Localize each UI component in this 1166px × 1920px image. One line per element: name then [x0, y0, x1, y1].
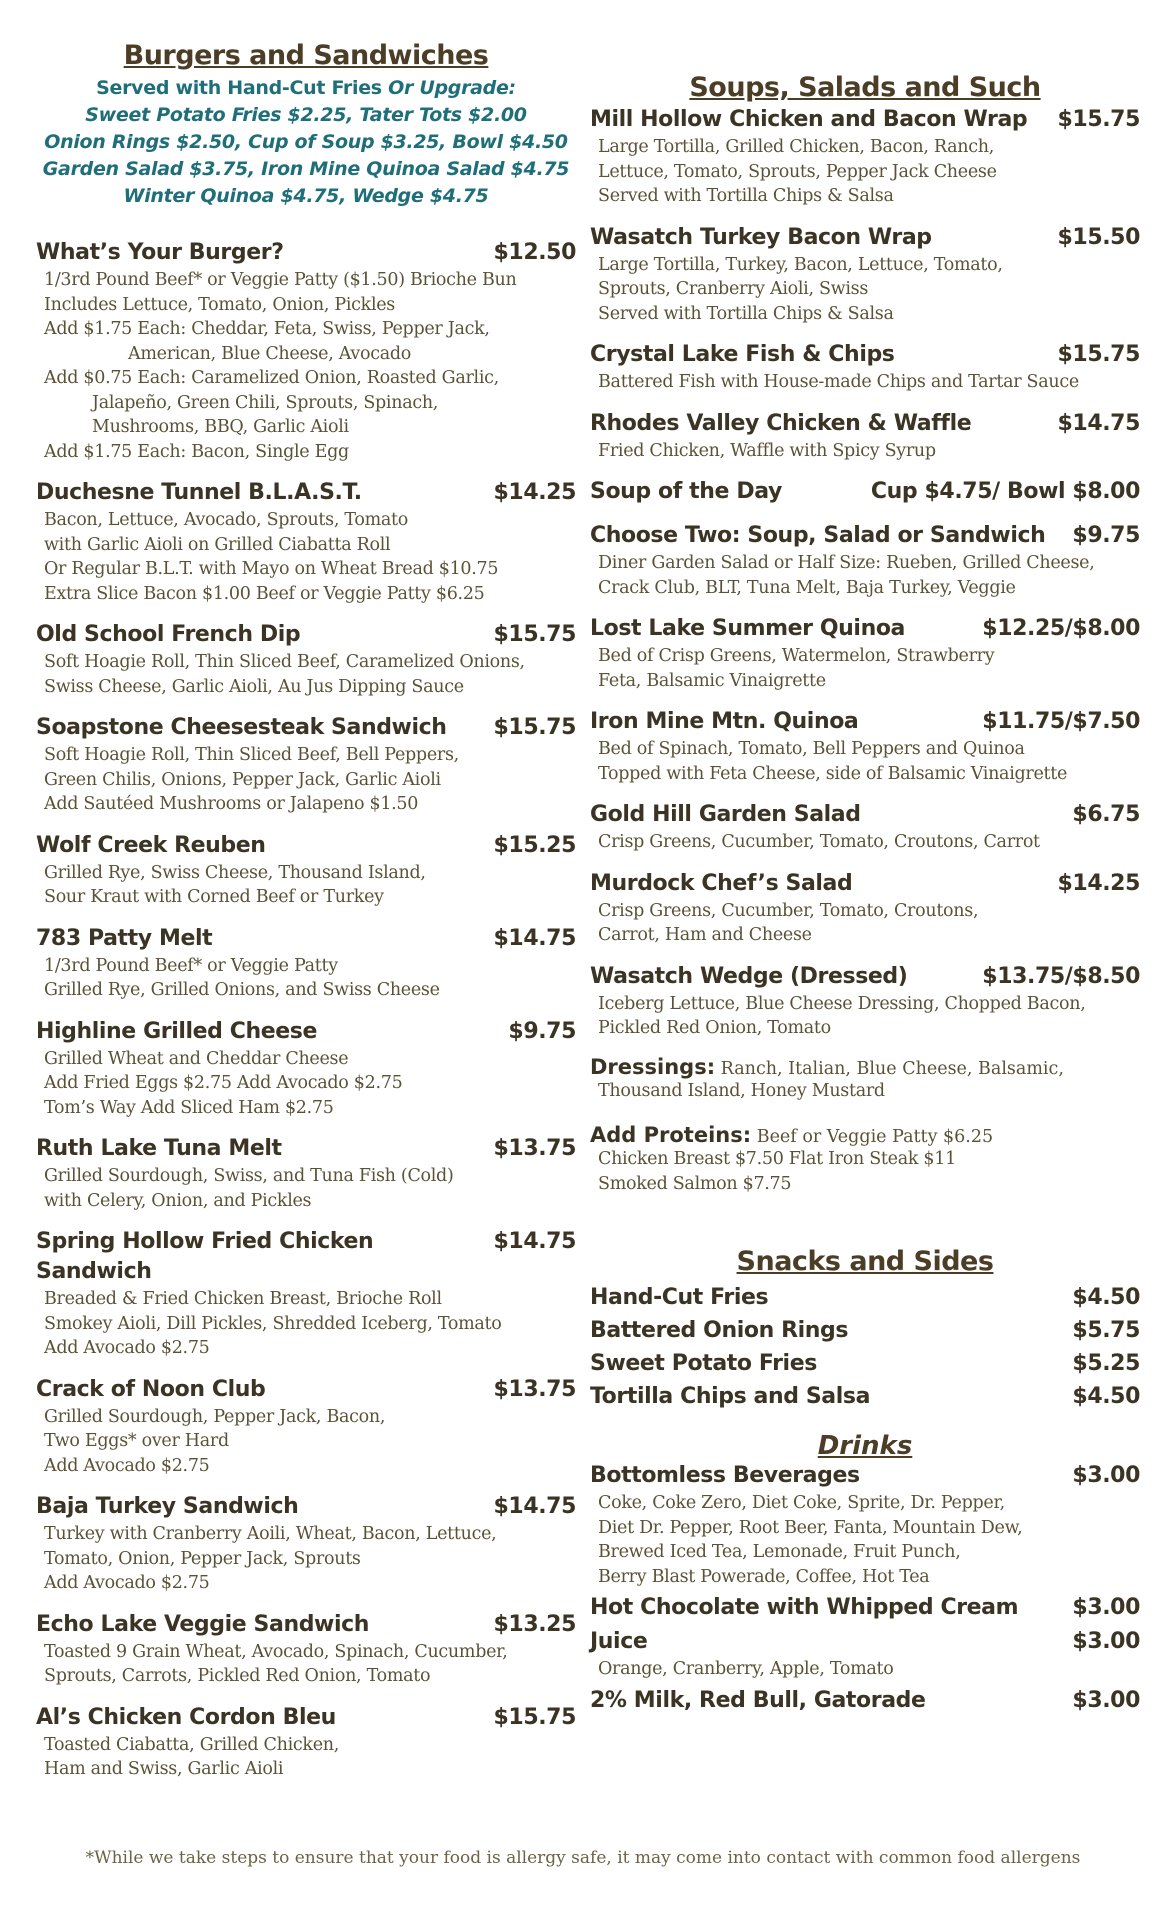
description-line: Soft Hoagie Roll, Thin Sliced Beef, Bell Peppers, [44, 745, 459, 765]
menu-item-price: $9.75 [1072, 523, 1140, 548]
menu-item-description [590, 992, 1140, 1041]
dressings-list: Ranch, Italian, Blue Cheese, Balsamic, [715, 1058, 1064, 1079]
menu-item-name: Old School French Dip [36, 622, 301, 647]
dressings-block [590, 1055, 1140, 1104]
burgers-list [36, 238, 576, 1782]
burgers-intro: Served with Hand-Cut Fries Or Upgrade: Sweet Potato Fries $2.25, Tater Tots $2.00 Onion Rings $2.50, Cup of Soup $3.25, Bowl $4.50 Garden Salad $3.75, Iron Mine Quinoa Salad $4.75 Winter Quinoa $4.75, Wedge $4.75 [42, 77, 570, 207]
description-line: Feta, Balsamic Vinaigrette [598, 670, 826, 691]
description-line: 1/3rd Pound Beef* or Veggie Patty ($1.50) Brioche Bun [44, 270, 517, 290]
menu-item-name: Wasatch Turkey Bacon Wrap [590, 224, 932, 250]
menu-item-row [590, 1627, 1140, 1657]
menu-item [590, 1593, 1140, 1623]
menu-item-price: $14.25 [1057, 870, 1140, 896]
menu-item [36, 1134, 576, 1213]
menu-item-name: Al’s Chicken Cordon Bleu [36, 1704, 336, 1730]
description-line: Extra Slice Bacon $1.00 Beef or Veggie Patty $6.25 [44, 583, 485, 604]
menu-item-description [36, 508, 576, 606]
menu-item-description [36, 1522, 576, 1596]
menu-item-row [36, 238, 576, 268]
menu-item-price: $15.50 [1057, 224, 1140, 250]
menu-item-price: $9.75 [508, 1018, 576, 1044]
menu-item-description [36, 1047, 576, 1121]
menu-item-name: Wasatch Wedge (Dressed) [590, 963, 908, 989]
description-line: Pickled Red Onion, Tomato [598, 1018, 831, 1038]
description-line: Sprouts, Carrots, Pickled Red Onion, Tomato [44, 1666, 431, 1686]
menu-item-price: $13.25 [493, 1611, 576, 1637]
menu-item [36, 924, 576, 1003]
description-line: Grilled Rye, Grilled Onions, and Swiss Cheese [44, 980, 440, 1000]
menu-item-row [36, 924, 576, 954]
menu-item-price: $14.75 [1057, 410, 1140, 436]
snack-item [590, 1380, 1140, 1413]
proteins-line3: Smoked Salmon $7.75 [598, 1173, 792, 1194]
description-line: Grilled Rye, Swiss Cheese, Thousand Island, [44, 862, 426, 883]
proteins-head: Add Proteins: [590, 1123, 752, 1147]
description-line: Bed of Spinach, Tomato, Bell Peppers and Quinoa [598, 739, 1025, 759]
menu-item-row [590, 707, 1140, 737]
description-line: Sour Kraut with Corned Beef or Turkey [44, 887, 384, 907]
description-line: Soft Hoagie Roll, Thin Sliced Beef, Caramelized Onions, [44, 652, 525, 672]
menu-item-row [36, 1134, 576, 1164]
menu-item-name: What’s Your Burger? [36, 240, 284, 265]
description-line: Fried Chicken, Waffle with Spicy Syrup [598, 440, 936, 461]
menu-item [590, 707, 1140, 786]
menu-item-price: $3.00 [1072, 1687, 1140, 1713]
description-line: Smokey Aioli, Dill Pickles, Shredded Iceberg, Tomato [44, 1313, 502, 1334]
menu-item-description [590, 1657, 1140, 1682]
menu-item-row [590, 869, 1140, 899]
menu-item-row [36, 1375, 576, 1405]
menu-item-price: $12.25/$8.00 [982, 616, 1140, 641]
description-line: Green Chilis, Onions, Pepper Jack, Garlic Aioli [44, 769, 441, 790]
menu-item [36, 238, 576, 464]
menu-item-description [36, 954, 576, 1003]
menu-item-name: Crystal Lake Fish & Chips [590, 342, 895, 367]
menu-item-name: Murdock Chef’s Salad [590, 870, 853, 896]
description-line: 1/3rd Pound Beef* or Veggie Patty [44, 955, 338, 976]
menu-item [36, 1375, 576, 1479]
description-line: Crisp Greens, Cucumber, Tomato, Croutons, Carrot [598, 832, 1040, 852]
allergy-disclaimer: *While we take steps to ensure that your food is allergy safe, it may come into contact with common food allergens [85, 1848, 1081, 1868]
snacks-section-title: Snacks and Sides [736, 1246, 994, 1277]
menu-item [590, 409, 1140, 464]
menu-item-description [590, 439, 1140, 464]
description-line: Or Regular B.L.T. with Mayo on Wheat Bread $10.75 [44, 559, 499, 579]
menu-item [590, 869, 1140, 948]
description-line: Add $0.75 Each: Caramelized Onion, Roasted Garlic, [44, 368, 499, 388]
right-column [590, 0, 1140, 1720]
menu-item-price: $14.75 [493, 925, 576, 951]
menu-item-name: Hot Chocolate with Whipped Cream [590, 1595, 1019, 1620]
menu-item-description [36, 650, 576, 699]
menu-item-description [36, 1287, 576, 1361]
menu-item-name: Mill Hollow Chicken and Bacon Wrap [590, 107, 1028, 132]
description-line: Swiss Cheese, Garlic Aioli, Au Jus Dipping Sauce [44, 676, 464, 697]
menu-item-price: $14.25 [493, 480, 576, 505]
dressings-line2: Thousand Island, Honey Mustard [598, 1080, 885, 1101]
menu-item [590, 962, 1140, 1041]
menu-item-name: Gold Hill Garden Salad [590, 802, 861, 827]
drinks-section-title: Drinks [817, 1431, 913, 1461]
menu-item-row [590, 409, 1140, 439]
menu-item [590, 800, 1140, 855]
menu-item-name: Rhodes Valley Chicken & Waffle [590, 410, 972, 436]
description-line: Brewed Iced Tea, Lemonade, Fruit Punch, [598, 1542, 961, 1562]
menu-item-name: Highline Grilled Cheese [36, 1018, 318, 1044]
menu-item-description [36, 1733, 576, 1782]
snack-name: Hand-Cut Fries [590, 1285, 769, 1310]
menu-item-row [590, 614, 1140, 644]
snack-item [590, 1281, 1140, 1314]
soups-list [590, 105, 1140, 1041]
menu-item-price: $3.00 [1072, 1629, 1140, 1654]
menu-item-name: Soapstone Cheesesteak Sandwich [36, 715, 447, 740]
description-line: Toasted 9 Grain Wheat, Avocado, Spinach, Cucumber, [44, 1641, 508, 1662]
left-column [36, 0, 576, 1796]
description-line: Turkey with Cranberry Aoili, Wheat, Bacon, Lettuce, [44, 1524, 497, 1544]
menu-item-row [590, 962, 1140, 992]
menu-item-description [590, 370, 1140, 395]
dressings-head: Dressings: [590, 1054, 716, 1079]
description-line: Carrot, Ham and Cheese [598, 925, 812, 945]
menu-item-price: $15.75 [1057, 342, 1140, 367]
menu-item-price: $15.75 [493, 622, 576, 647]
menu-item-name: Duchesne Tunnel B.L.A.S.T. [36, 480, 362, 505]
snack-name: Battered Onion Rings [590, 1318, 849, 1343]
description-line: Diet Dr. Pepper, Root Beer, Fanta, Mountain Dew, [598, 1517, 1023, 1538]
menu-item-description [590, 899, 1140, 948]
description-line: Orange, Cranberry, Apple, Tomato [598, 1659, 894, 1679]
menu-item-description [36, 743, 576, 817]
menu-item [36, 620, 576, 699]
menu-item-row [36, 1227, 576, 1287]
menu-item [36, 1610, 576, 1689]
menu-item-description [590, 830, 1140, 855]
burgers-section-title: Burgers and Sandwiches [123, 40, 489, 71]
snack-price: $4.50 [1072, 1384, 1140, 1409]
menu-item-price: $14.75 [493, 1229, 576, 1254]
menu-item [36, 1492, 576, 1596]
menu-item-row [590, 1593, 1140, 1623]
description-line: Add Fried Eggs $2.75 Add Avocado $2.75 [44, 1073, 403, 1093]
menu-item-price: $11.75/$7.50 [982, 709, 1140, 734]
menu-item-name: Lost Lake Summer Quinoa [590, 616, 905, 641]
menu-item-row [590, 223, 1140, 253]
soups-section-title: Soups, Salads and Such [689, 72, 1041, 103]
menu-item-name: Echo Lake Veggie Sandwich [36, 1611, 370, 1637]
drinks-list [590, 1461, 1140, 1716]
menu-item-name: Baja Turkey Sandwich [36, 1494, 299, 1519]
description-line: Bed of Crisp Greens, Watermelon, Strawberry [598, 646, 995, 666]
menu-item-description [590, 135, 1140, 209]
menu-item-description [36, 268, 576, 464]
description-line: Diner Garden Salad or Half Size: Rueben, Grilled Cheese, [598, 553, 1095, 573]
description-line: Served with Tortilla Chips & Salsa [598, 186, 894, 206]
snack-price: $4.50 [1072, 1285, 1140, 1310]
snack-name: Tortilla Chips and Salsa [590, 1384, 871, 1409]
menu-item-name: Juice [590, 1629, 648, 1654]
description-line: Add Avocado $2.75 [44, 1455, 210, 1476]
menu-item-description [590, 644, 1140, 693]
description-line: Coke, Coke Zero, Diet Coke, Sprite, Dr. Pepper, [598, 1493, 1005, 1513]
description-line: Sprouts, Cranberry Aioli, Swiss [598, 279, 869, 299]
description-line: Grilled Sourdough, Swiss, and Tuna Fish (Cold) [44, 1166, 454, 1186]
description-line: Lettuce, Tomato, Sprouts, Pepper Jack Cheese [598, 161, 997, 182]
description-line: Add $1.75 Each: Cheddar, Feta, Swiss, Pepper Jack, [44, 319, 490, 339]
description-line: Add Avocado $2.75 [44, 1573, 210, 1593]
menu-item-name: Crack of Noon Club [36, 1376, 266, 1402]
snack-price: $5.25 [1072, 1351, 1140, 1376]
menu-item-row [36, 1703, 576, 1733]
description-line: Tom’s Way Add Sliced Ham $2.75 [44, 1097, 334, 1118]
menu-item-description [590, 737, 1140, 786]
menu-item-description [590, 1491, 1140, 1589]
menu-item-description [590, 253, 1140, 327]
menu-item-name: Iron Mine Mtn. Quinoa [590, 709, 859, 734]
menu-item-row [590, 105, 1140, 135]
menu-item-row [36, 1017, 576, 1047]
menu-item-price: $3.00 [1072, 1463, 1140, 1488]
description-line: Bacon, Lettuce, Avocado, Sprouts, Tomato [44, 510, 409, 530]
snack-price: $5.75 [1072, 1318, 1140, 1343]
description-line: Served with Tortilla Chips & Salsa [598, 303, 894, 324]
description-line: Includes Lettuce, Tomato, Onion, Pickles [44, 294, 395, 315]
menu-item [36, 1017, 576, 1121]
menu-item-row [590, 800, 1140, 830]
menu-item [36, 1703, 576, 1782]
menu-item-price: $3.00 [1072, 1595, 1140, 1620]
menu-item-price: $15.75 [493, 1704, 576, 1730]
menu-item-price: $13.75 [493, 1136, 576, 1161]
menu-item-name: Wolf Creek Reuben [36, 832, 266, 858]
description-line: Breaded & Fried Chicken Breast, Brioche Roll [44, 1289, 442, 1309]
description-line: Two Eggs* over Hard [44, 1431, 229, 1451]
description-line: Berry Blast Powerade, Coffee, Hot Tea [598, 1566, 930, 1587]
menu-item [36, 478, 576, 606]
menu-item-row [36, 620, 576, 650]
menu-item [36, 1227, 576, 1361]
menu-item [36, 713, 576, 817]
menu-item-row [590, 340, 1140, 370]
description-line: Grilled Wheat and Cheddar Cheese [44, 1048, 349, 1069]
menu-item-row [590, 1686, 1140, 1716]
menu-item-name: Soup of the Day [590, 479, 782, 504]
menu-item-row [36, 1610, 576, 1640]
menu-item-price: $15.75 [1057, 107, 1140, 132]
description-line: Jalapeño, Green Chili, Sprouts, Spinach, [92, 392, 439, 413]
menu-item-price: $6.75 [1072, 802, 1140, 827]
menu-item-name: Choose Two: Soup, Salad or Sandwich [590, 523, 1046, 548]
menu-item [590, 105, 1140, 209]
description-line: Mushrooms, BBQ, Garlic Aioli [92, 417, 349, 437]
description-line: Ham and Swiss, Garlic Aioli [44, 1759, 284, 1779]
menu-item-description [36, 861, 576, 910]
menu-item-row [36, 1492, 576, 1522]
snack-name: Sweet Potato Fries [590, 1351, 817, 1376]
snacks-list [590, 1281, 1140, 1413]
proteins-list: Beef or Veggie Patty $6.25 [751, 1127, 994, 1147]
menu-item [36, 831, 576, 910]
description-line: Add Avocado $2.75 [44, 1338, 210, 1358]
menu-item [590, 1686, 1140, 1716]
description-line: Large Tortilla, Turkey, Bacon, Lettuce, Tomato, [598, 254, 1003, 275]
menu-item-price: $14.75 [493, 1494, 576, 1519]
menu-item [590, 477, 1140, 507]
menu-item-row [36, 478, 576, 508]
description-line: Toasted Ciabatta, Grilled Chicken, [44, 1734, 340, 1755]
description-line: Crisp Greens, Cucumber, Tomato, Croutons, [598, 900, 979, 921]
menu-item-row [590, 1461, 1140, 1491]
menu-item [590, 614, 1140, 693]
menu-item-description [36, 1164, 576, 1213]
description-line: American, Blue Cheese, Avocado [128, 343, 411, 364]
menu-item-price: $12.50 [493, 240, 576, 265]
description-line: Grilled Sourdough, Pepper Jack, Bacon, [44, 1406, 386, 1427]
menu-item-description [36, 1640, 576, 1689]
menu-item-description [36, 1405, 576, 1479]
menu-item-row [590, 521, 1140, 551]
menu-item-row [36, 713, 576, 743]
menu-item [590, 521, 1140, 600]
description-line: Battered Fish with House-made Chips and Tartar Sauce [598, 372, 1079, 392]
menu-item-price: $15.75 [493, 715, 576, 740]
menu-item-name: 2% Milk, Red Bull, Gatorade [590, 1687, 926, 1713]
description-line: Add Sautéed Mushrooms or Jalapeno $1.50 [44, 794, 419, 814]
menu-item-name: Ruth Lake Tuna Melt [36, 1136, 282, 1161]
description-line: Topped with Feta Cheese, side of Balsamic Vinaigrette [598, 763, 1068, 784]
description-line: Crack Club, BLT, Tuna Melt, Baja Turkey, Veggie [598, 577, 1016, 598]
description-line: Tomato, Onion, Pepper Jack, Sprouts [44, 1548, 361, 1569]
menu-item-row [36, 831, 576, 861]
menu-item-name: 783 Patty Melt [36, 925, 213, 951]
snack-item [590, 1314, 1140, 1347]
proteins-block [590, 1123, 1140, 1196]
menu-item [590, 340, 1140, 395]
menu-item-price: Cup $4.75/ Bowl $8.00 [870, 479, 1140, 504]
description-line: Large Tortilla, Grilled Chicken, Bacon, Ranch, [598, 137, 994, 157]
menu-item-price: $15.25 [493, 832, 576, 858]
menu-item [590, 223, 1140, 327]
menu-item-description [590, 551, 1140, 600]
menu-item-name: Bottomless Beverages [590, 1463, 860, 1488]
menu-item-price: $13.75 [493, 1376, 576, 1402]
menu-item-name: Spring Hollow Fried Chicken Sandwich [36, 1229, 374, 1284]
description-line: Add $1.75 Each: Bacon, Single Egg [44, 441, 349, 462]
snack-item [590, 1347, 1140, 1380]
menu-item [590, 1461, 1140, 1589]
menu-item-row [590, 477, 1140, 507]
menu-item [590, 1627, 1140, 1682]
description-line: Iceberg Lettuce, Blue Cheese Dressing, Chopped Bacon, [598, 993, 1086, 1014]
menu-item-price: $13.75/$8.50 [982, 963, 1140, 989]
description-line: with Garlic Aioli on Grilled Ciabatta Roll [44, 534, 391, 555]
description-line: with Celery, Onion, and Pickles [44, 1190, 312, 1211]
proteins-line2: Chicken Breast $7.50 Flat Iron Steak $11 [598, 1149, 956, 1169]
